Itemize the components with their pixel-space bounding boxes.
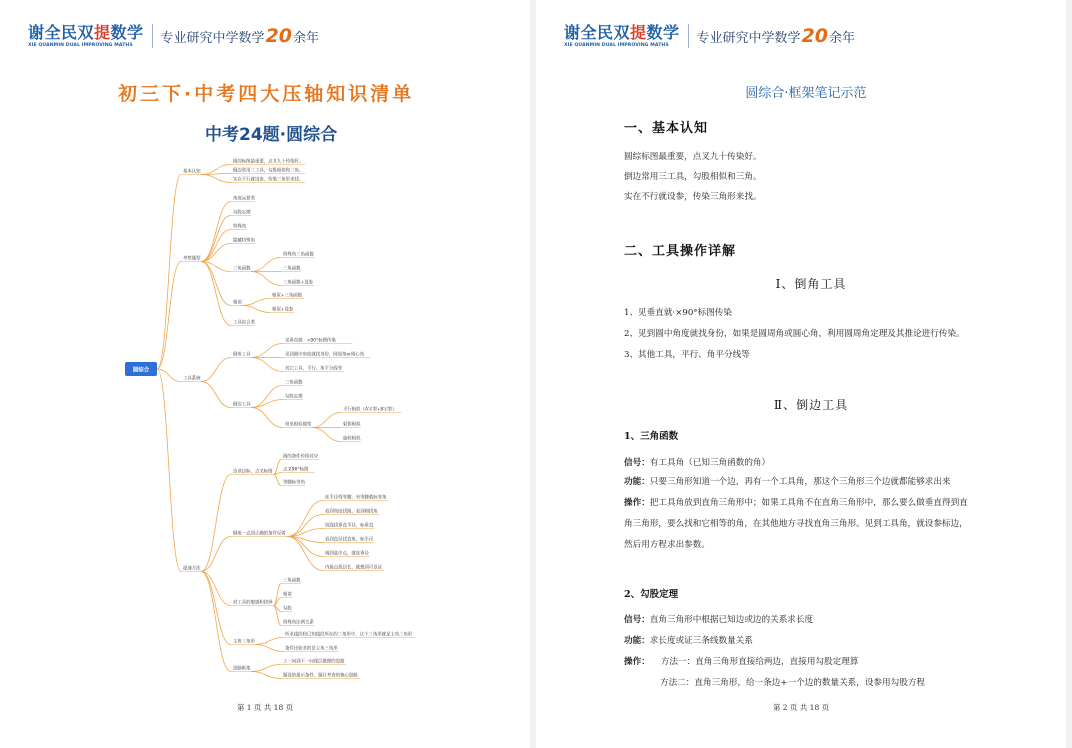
trig-operation-cont: 然后用方程求出参数。 [624, 540, 710, 550]
mind-map-method-detail: 相似 [283, 592, 292, 598]
mind-map-method: 对工具的敏感和抉择 [233, 600, 273, 606]
mind-map-method-detail: 所求线段和已知线段所在的三角形中，这个三角形就是主角三角形 [285, 632, 413, 638]
mind-map-link [201, 230, 231, 262]
mind-map-link [201, 358, 231, 382]
mind-map-trig-item: 三角函数 [283, 266, 301, 272]
mind-map-method-detail: 看到直径找直角，标半径 [325, 537, 374, 543]
tool-line: 3、其他工具，平行、角平分线等 [624, 350, 750, 360]
mind-map-link [251, 386, 283, 408]
mind-map-link [201, 572, 231, 672]
mind-map-method-detail: 条件比较多的是主角三角形 [285, 646, 338, 652]
pyth-operation: 操作： 方法一：直角三角形直接给两边，直接用勾股定理算 [624, 657, 859, 667]
basic-line: 圆综标图最重要，点叉九十传染好。 [624, 152, 762, 162]
brand-divider [688, 24, 689, 48]
mind-map-link [251, 258, 281, 272]
mind-map-method: 思路框架 [233, 666, 251, 672]
page-footer: 第 1 页 共 18 页 [236, 703, 294, 712]
mind-map-link [157, 369, 181, 572]
mind-map [0, 0, 530, 748]
basic-line: 倒边常用三工具，勾股相似和三角。 [624, 172, 762, 182]
mind-map-angle-tool: 见到圆中角度就找身份，圆周角or圆心角 [285, 352, 365, 358]
mind-map-link [312, 428, 341, 442]
mind-map-link [201, 262, 231, 306]
tool-heading-edge: Ⅱ、倒边工具 [773, 398, 849, 412]
trig-signal: 信号：有工具角（已知三角函数的角） [624, 458, 771, 468]
page-footer: 第 2 页 共 18 页 [772, 703, 830, 712]
mind-map-similar-item: 相似+三角函数 [272, 293, 303, 299]
mind-map-link [256, 645, 284, 652]
mind-map-trig-item: 特殊角三角函数 [283, 252, 314, 258]
mind-map-edge-tool: 常见相似模型 [285, 422, 312, 428]
pyth-signal: 信号：直角三角形中根据已知边或边的关系求长度 [624, 615, 814, 625]
mind-map-link [201, 382, 231, 408]
mind-map-link [201, 165, 231, 175]
mind-map-link [242, 306, 270, 313]
section-basic: 一、基本认知 [624, 121, 709, 136]
mind-map-method: 边读边标，点叉标图 [233, 469, 273, 475]
tool-line: 2、见到圆中角度就找身份，如果是圆周角或圆心角，利用圆周角定理及其推论进行传染。 [624, 329, 965, 339]
mind-map-method-detail: 切线找垂直半径，标垂直 [325, 523, 374, 529]
mind-map-type-item: 角度运算类 [233, 196, 255, 202]
mind-map-category: 工具系统 [183, 376, 201, 382]
mind-map-link [242, 299, 270, 306]
mind-map-link [251, 358, 283, 372]
mind-map-similar-model: 平行相似（A字型+8字型） [343, 407, 397, 413]
mind-map-link [251, 665, 281, 672]
mind-map-link [201, 175, 231, 183]
brand-slogan: 专业研究中学数学 20 余年 [696, 25, 856, 47]
mind-map-link [251, 400, 283, 408]
mind-map-link [256, 638, 284, 645]
mind-map-angle-tool: 其它工具，平行、角平分线等 [285, 366, 343, 372]
mind-map-basic-item: 圆综标图最重要，点叉九十传染好。 [233, 159, 304, 165]
brand-logo: 谢全民双提数学 XIE QUANMIN DUAL IMPROVING MATHS [28, 22, 144, 48]
mind-map-basic-item: 倒边常用三工具，勾股相似和三角。 [233, 168, 304, 174]
mind-map-link [251, 408, 283, 428]
page-title: 初三下·中考四大压轴知识清单 [118, 83, 415, 105]
mind-map-link [157, 175, 181, 370]
mind-map-similar-model: 射影相似 [343, 422, 361, 428]
mind-map-method-detail: 特殊角比例关系 [283, 620, 314, 626]
page-1 [0, 0, 530, 748]
brand-header [564, 24, 855, 48]
mind-map-method-detail: 看到角度找圆，看到圆找角 [325, 509, 378, 515]
mind-map-category: 考察题型 [183, 256, 201, 262]
tool-line: 1、见垂直就·×90°标图传染 [624, 308, 732, 318]
mind-map-angle-tool: 见垂直就 · ×90°标图传染 [285, 338, 336, 344]
mind-map-category: 基本认知 [183, 169, 201, 175]
mind-map-link [201, 572, 231, 645]
mind-map-type-item: 勾股定理 [233, 210, 251, 216]
mind-map-type-item: 工具综合类 [233, 320, 255, 326]
mind-map-method-detail: 遇到弦中点，就连垂径 [325, 551, 369, 557]
mind-map-type-item: 特殊角 [233, 224, 247, 230]
mind-map-link [251, 344, 283, 358]
mind-map-method-detail: 内接点找边长，就想到可以证 [325, 565, 383, 571]
mind-map-method-detail: 勾股 [283, 606, 292, 612]
mind-map-category: 提速方法 [183, 566, 201, 572]
mind-map-link [251, 272, 281, 286]
trig-operation-cont: 角三角形，要么找和它相等的角，在其他地方寻找直角三角形。见到工具角，就设参标边， [624, 519, 968, 529]
mind-map-edge-tool: 勾股定理 [285, 394, 303, 400]
basic-line: 实在不行就设参，传染三角形来找。 [624, 192, 762, 202]
mind-map-link [287, 501, 323, 537]
mind-map-trig-item: 三角函数+设参 [283, 280, 314, 286]
mind-map-method-detail: 等腰标等角 [283, 480, 305, 486]
mind-map-link [201, 475, 231, 572]
mind-map-link [312, 413, 341, 428]
mind-map-tool: 倒角工具 [233, 352, 251, 358]
mind-map-type-item: 三角函数 [233, 266, 251, 272]
mind-map-method: 主角三角形 [233, 639, 255, 645]
mind-map-link [274, 475, 282, 486]
mind-map-link [201, 572, 231, 606]
mind-map-type-item: 隐藏特殊角 [233, 238, 255, 244]
mind-map-link [287, 537, 323, 571]
pyth-function: 功能：求长度或证三条线数量关系 [624, 636, 753, 646]
page-heading: 圆综合·框架笔记示范 [745, 86, 867, 101]
mind-map-method-detail: 点叉90°标图 [283, 467, 309, 473]
page-2 [536, 0, 1066, 748]
mind-map-root: 圆综合 [132, 367, 150, 374]
pyth-operation-cont: 方法二：直角三角形，给一条边+一个边的数量关系，设参用勾股方程 [660, 678, 926, 688]
mind-map-method-detail: 圆的条件传给对应 [283, 454, 319, 460]
brand-logo: 谢全民双提数学 XIE QUANMIN DUAL IMPROVING MATHS [564, 22, 680, 48]
mind-map-tool: 倒边工具 [233, 402, 251, 408]
mind-map-method: 倒角一点到正确的条件反射 [233, 531, 286, 537]
page-subtitle: 中考24题·圆综合 [205, 125, 338, 145]
mind-map-type-item: 相似 [233, 300, 242, 306]
mind-map-edge-tool: 三角函数 [285, 380, 303, 386]
trig-operation: 操作：把工具角放到直角三角形中；如果工具角不在直角三角形中，那么要么做垂直得到直 [624, 498, 968, 508]
tool-heading-angle: Ⅰ、倒角工具 [775, 277, 847, 291]
mind-map-method-detail: 上一问到下一问逐层推理的思路 [283, 659, 345, 665]
subsection-pythagoras: 2、勾股定理 [624, 589, 679, 600]
mind-map-method-detail: 三角函数 [283, 578, 301, 584]
subsection-trig: 1、三角函数 [624, 431, 679, 442]
mind-map-method-detail: 题设的提示条件，题目考查的核心思路 [283, 673, 358, 679]
brand-slogan: 专业研究中学数学 20 余年 [160, 25, 320, 47]
mind-map-similar-item: 相似+设参 [272, 307, 294, 313]
mind-map-link [201, 216, 231, 262]
mind-map-basic-item: 实在不行就设参，传染三角形来找。 [233, 177, 304, 183]
mind-map-similar-model: 旋转相似 [343, 436, 361, 442]
mind-map-link [251, 672, 281, 679]
trig-function: 功能：只要三角形知道一个边，再有一个工具角，那这个三角形三个边就都能够求出来 [624, 477, 951, 487]
mind-map-link [201, 537, 231, 572]
section-tools: 二、工具操作详解 [624, 244, 737, 259]
mind-map-method-detail: 连半径得等腰，有等腰就标等角 [325, 495, 387, 501]
